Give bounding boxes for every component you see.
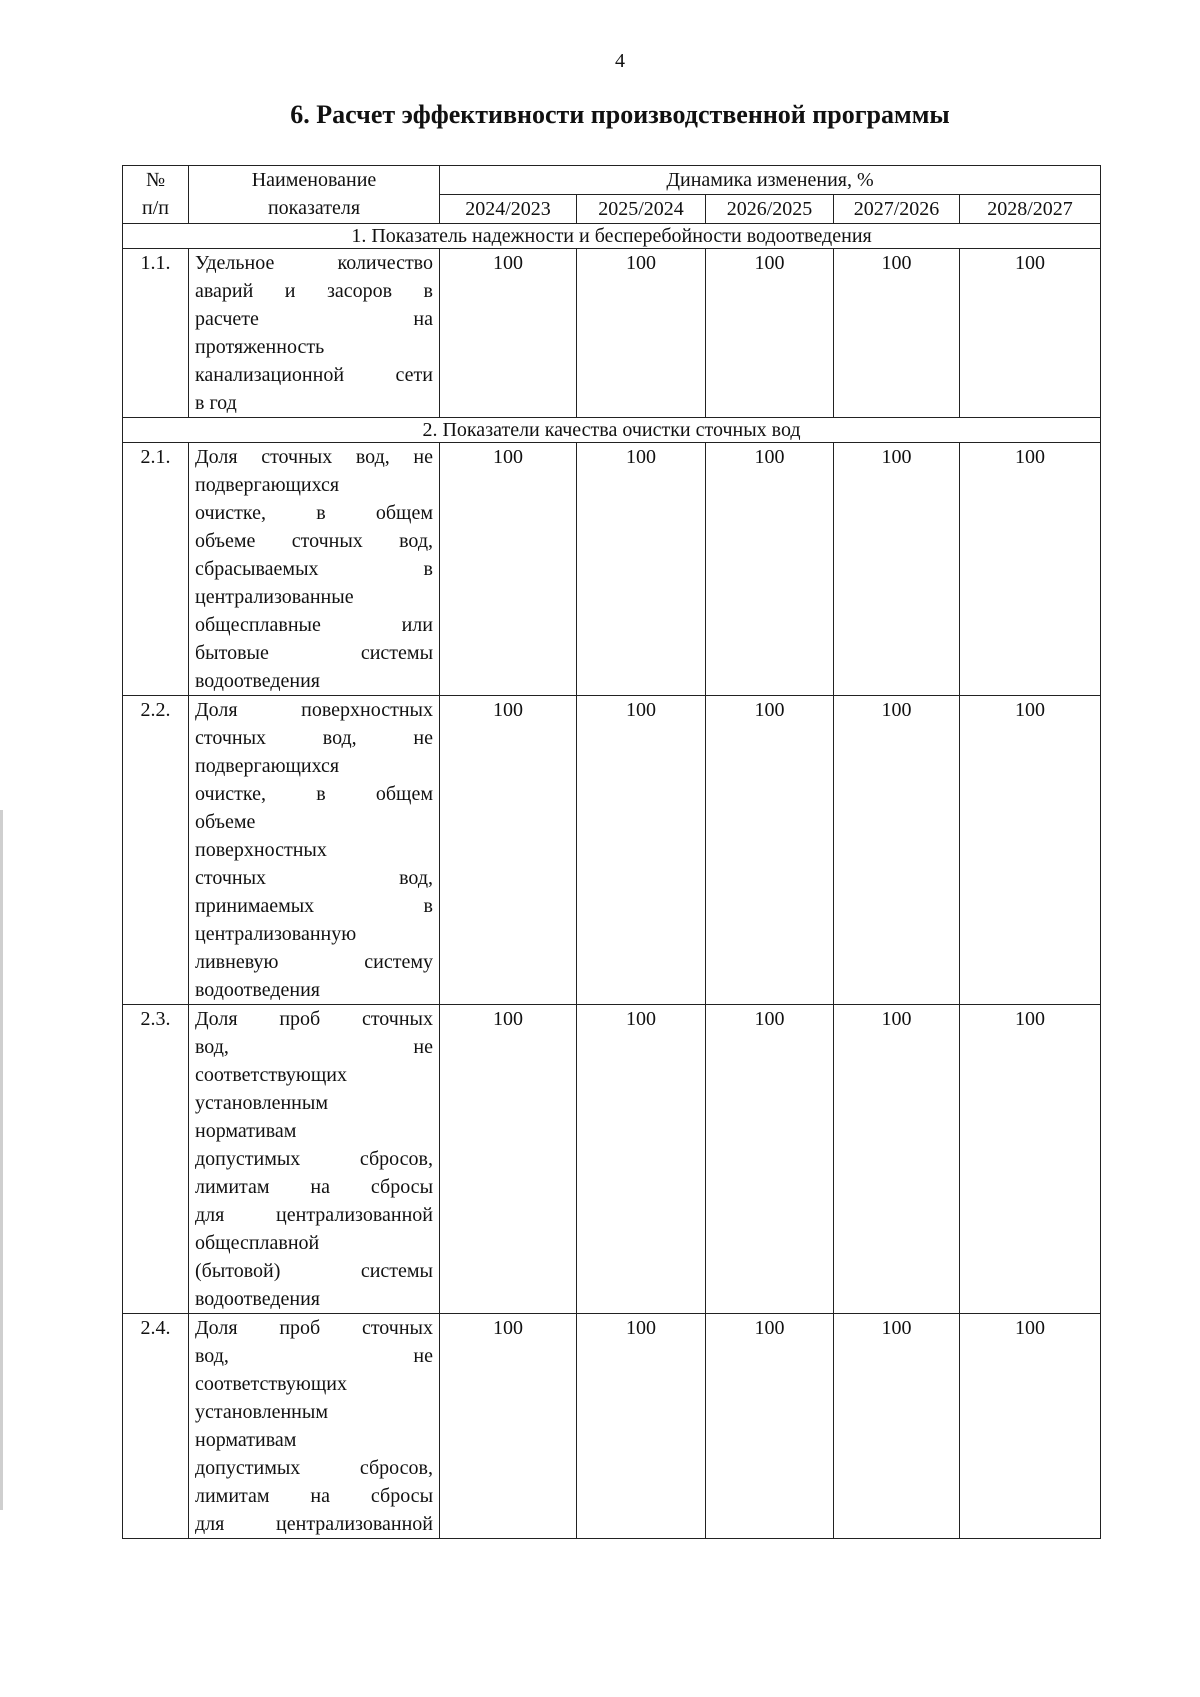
indicator-name: [189, 696, 440, 1005]
dynamics-value: 100: [577, 1005, 706, 1314]
header-year: 2026/2025: [706, 195, 834, 224]
indicator-name-line: в год: [195, 392, 237, 414]
section-title: 1. Показатель надежности и бесперебойности водоотведения: [123, 224, 1101, 249]
table-row: [123, 696, 1101, 1005]
dynamics-value: 100: [577, 249, 706, 418]
dynamics-value: 100: [706, 696, 834, 1005]
indicator-name-line: водоотведения: [195, 1288, 320, 1310]
indicator-name-line: ливневую систему: [195, 951, 433, 973]
header-year: 2028/2027: [960, 195, 1101, 224]
header-year: 2027/2026: [834, 195, 960, 224]
indicator-name-line: лимитам на сбросы: [195, 1485, 433, 1507]
indicator-name-line: расчете на: [195, 308, 433, 330]
indicator-name-line: нормативам: [195, 1429, 297, 1451]
dynamics-value: 100: [960, 696, 1101, 1005]
dynamics-value: 100: [834, 1005, 960, 1314]
indicator-name-line: централизованные: [195, 586, 354, 608]
dynamics-value: 100: [577, 1314, 706, 1539]
indicator-name-line: объеме сточных вод,: [195, 530, 433, 552]
header-num-line: №: [145, 169, 166, 191]
table-header: [123, 166, 1101, 224]
dynamics-value: 100: [706, 249, 834, 418]
indicator-name-line: соответствующих: [195, 1373, 347, 1395]
indicator-name-line: для централизованной: [195, 1204, 433, 1226]
table-row: [123, 249, 1101, 418]
indicator-name: [189, 1005, 440, 1314]
indicator-name-line: установленным: [195, 1092, 328, 1114]
indicator-name-line: допустимых сбросов,: [195, 1457, 433, 1479]
header-name: [189, 166, 440, 224]
dynamics-value: 100: [960, 443, 1101, 696]
header-name-line: показателя: [267, 197, 361, 219]
indicator-name: [189, 1314, 440, 1539]
dynamics-value: 100: [577, 443, 706, 696]
indicator-name-line: протяженность: [195, 336, 325, 358]
dynamics-value: 100: [440, 696, 577, 1005]
table-row: [123, 443, 1101, 696]
table-row: [123, 1314, 1101, 1539]
indicator-name-line: канализационной сети: [195, 364, 433, 386]
indicator-name-line: Доля проб сточных: [195, 1008, 433, 1030]
indicator-name-line: очистке, в общем: [195, 502, 433, 524]
row-number: 1.1.: [123, 249, 189, 418]
indicator-name-line: вод, не: [195, 1036, 433, 1058]
dynamics-value: 100: [440, 249, 577, 418]
row-number: 2.3.: [123, 1005, 189, 1314]
dynamics-value: 100: [440, 1314, 577, 1539]
indicator-name-line: сбрасываемых в: [195, 558, 433, 580]
section-row: [123, 418, 1101, 443]
indicator-name-line: аварий и засоров в: [195, 280, 433, 302]
row-number: 2.4.: [123, 1314, 189, 1539]
indicator-name-line: вод, не: [195, 1345, 433, 1367]
indicator-name-line: общесплавной: [195, 1232, 320, 1254]
indicator-name-line: установленным: [195, 1401, 328, 1423]
dynamics-value: 100: [834, 696, 960, 1005]
header-name-line: Наименование: [251, 169, 377, 191]
indicator-name-line: общесплавные или: [195, 614, 433, 636]
scan-edge: [0, 810, 3, 1510]
dynamics-value: 100: [960, 1314, 1101, 1539]
row-number: 2.2.: [123, 696, 189, 1005]
dynamics-value: 100: [834, 443, 960, 696]
indicator-name-line: поверхностных: [195, 839, 327, 861]
indicator-name-line: очистке, в общем: [195, 783, 433, 805]
section-title: 2. Показатели качества очистки сточных вод: [123, 418, 1101, 443]
indicator-name-line: лимитам на сбросы: [195, 1176, 433, 1198]
indicator-name-line: Доля поверхностных: [195, 699, 433, 721]
section-row: [123, 224, 1101, 249]
dynamics-value: 100: [706, 1314, 834, 1539]
indicator-name-line: сточных вод, не: [195, 727, 433, 749]
dynamics-value: 100: [960, 1005, 1101, 1314]
efficiency-table: [122, 165, 1101, 1539]
header-dynamics: Динамика изменения, %: [440, 166, 1101, 195]
indicator-name-line: объеме: [195, 811, 256, 833]
indicator-name-line: Доля проб сточных: [195, 1317, 433, 1339]
header-year: 2024/2023: [440, 195, 577, 224]
indicator-name-line: соответствующих: [195, 1064, 347, 1086]
indicator-name-line: Удельное количество: [195, 252, 433, 274]
page-title: 6. Расчет эффективности производственной программы: [290, 100, 950, 129]
indicator-name-line: для централизованной: [195, 1513, 433, 1535]
indicator-name: [189, 443, 440, 696]
indicator-name-line: нормативам: [195, 1120, 297, 1142]
indicator-name-line: водоотведения: [195, 979, 320, 1001]
indicator-name-line: подвергающихся: [195, 755, 340, 777]
header-num: [123, 166, 189, 224]
header-year: 2025/2024: [577, 195, 706, 224]
dynamics-value: 100: [706, 1005, 834, 1314]
dynamics-value: 100: [834, 249, 960, 418]
indicator-name-line: бытовые системы: [195, 642, 433, 664]
table-row: [123, 1005, 1101, 1314]
indicator-name-line: централизованную: [195, 923, 357, 945]
dynamics-value: 100: [960, 249, 1101, 418]
indicator-name-line: допустимых сбросов,: [195, 1148, 433, 1170]
indicator-name-line: (бытовой) системы: [195, 1260, 433, 1282]
dynamics-value: 100: [577, 696, 706, 1005]
table-body: [123, 224, 1101, 1539]
indicator-name-line: Доля сточных вод, не: [195, 446, 433, 468]
header-num-line: п/п: [142, 197, 169, 219]
dynamics-value: 100: [706, 443, 834, 696]
indicator-name-line: подвергающихся: [195, 474, 340, 496]
indicator-name: [189, 249, 440, 418]
dynamics-value: 100: [440, 443, 577, 696]
indicator-name-line: принимаемых в: [195, 895, 433, 917]
dynamics-value: 100: [834, 1314, 960, 1539]
indicator-name-line: сточных вод,: [195, 867, 433, 889]
indicator-name-line: водоотведения: [195, 670, 320, 692]
dynamics-value: 100: [440, 1005, 577, 1314]
row-number: 2.1.: [123, 443, 189, 696]
page-number: 4: [615, 50, 625, 72]
